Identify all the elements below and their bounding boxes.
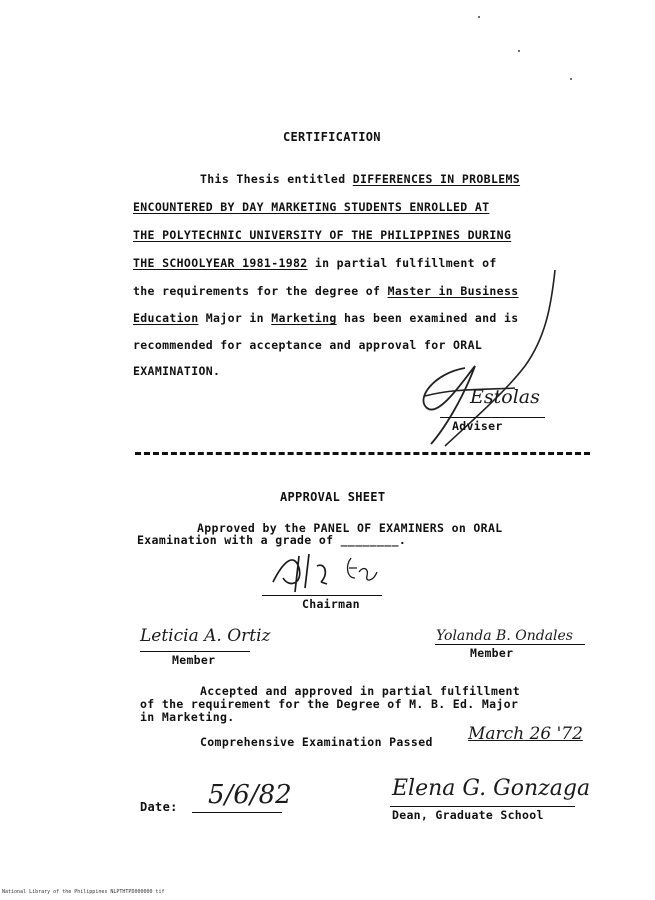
member1-signature-line [140,651,250,652]
member2-signature: Yolanda B. Ondales [436,628,573,644]
thesis-title-part: THE SCHOOLYEAR 1981-1982 [133,256,308,270]
approval-line-2: Examination with a grade of ________. [137,533,407,547]
cert-line-8: EXAMINATION. [133,364,221,378]
thesis-title-line-3: THE POLYTECHNIC UNIVERSITY OF THE PHILIPPINES DURING [133,228,512,242]
member2-signature-line [435,644,585,645]
approval-line-1: Approved by the PANEL OF EXAMINERS on ORAL [197,521,503,535]
cert-text: has been examined and is [336,311,519,325]
acceptance-line-2: of the requirement for the Degree of M. B. Ed. Major [140,697,519,711]
date-label: Date: [140,800,178,814]
comprehensive-exam-line [200,735,433,749]
dean-signature: Elena G. Gonzaga [392,776,591,801]
cert-line-7: recommended for acceptance and approval for ORAL [133,338,483,352]
cert-text: This Thesis entitled [200,172,353,186]
approval-heading: APPROVAL SHEET [280,490,386,504]
adviser-label: Adviser [452,419,503,433]
cert-text: in partial fulfillment of [307,256,497,270]
acceptance-line-1: Accepted and approved in partial fulfillment [200,684,521,698]
dean-signature-line [390,806,575,807]
scan-footer: National Library of the Philippines NLPTHTPD000000 tif [2,889,165,895]
degree-name-cont: Education [133,311,199,325]
degree-name: Master in Business [387,284,519,298]
cert-text: the requirements for the degree of [133,284,388,298]
acceptance-line-3: in Marketing. [140,710,235,724]
date-value: 5/6/82 [208,780,292,810]
member1-label: Member [172,653,216,667]
thesis-title-line-2: ENCOUNTERED BY DAY MARKETING STUDENTS ENROLLED AT [133,200,490,214]
member2-label: Member [470,646,514,660]
comprehensive-exam-date: March 26 '72 [468,724,583,744]
chairman-signature-line [262,595,382,596]
dean-label: Dean, Graduate School [392,808,544,822]
certification-heading: CERTIFICATION [283,130,381,144]
scan-speck [518,50,520,52]
cert-line-1 [200,172,520,186]
major-name: Marketing [271,311,337,325]
comprehensive-exam-label: Comprehensive Examination Passed [200,735,433,749]
scan-speck [570,78,572,80]
cert-text: Major in [198,311,272,325]
member1-signature: Leticia A. Ortiz [140,626,271,646]
scan-speck [478,16,480,18]
adviser-signature-line [440,417,545,418]
thesis-title-part: DIFFERENCES IN PROBLEMS [352,172,521,186]
adviser-signature-text: Estolas [470,386,540,408]
chairman-label: Chairman [302,597,360,611]
date-line [192,812,282,813]
chairman-signature-text [290,570,338,581]
section-divider [135,452,590,455]
